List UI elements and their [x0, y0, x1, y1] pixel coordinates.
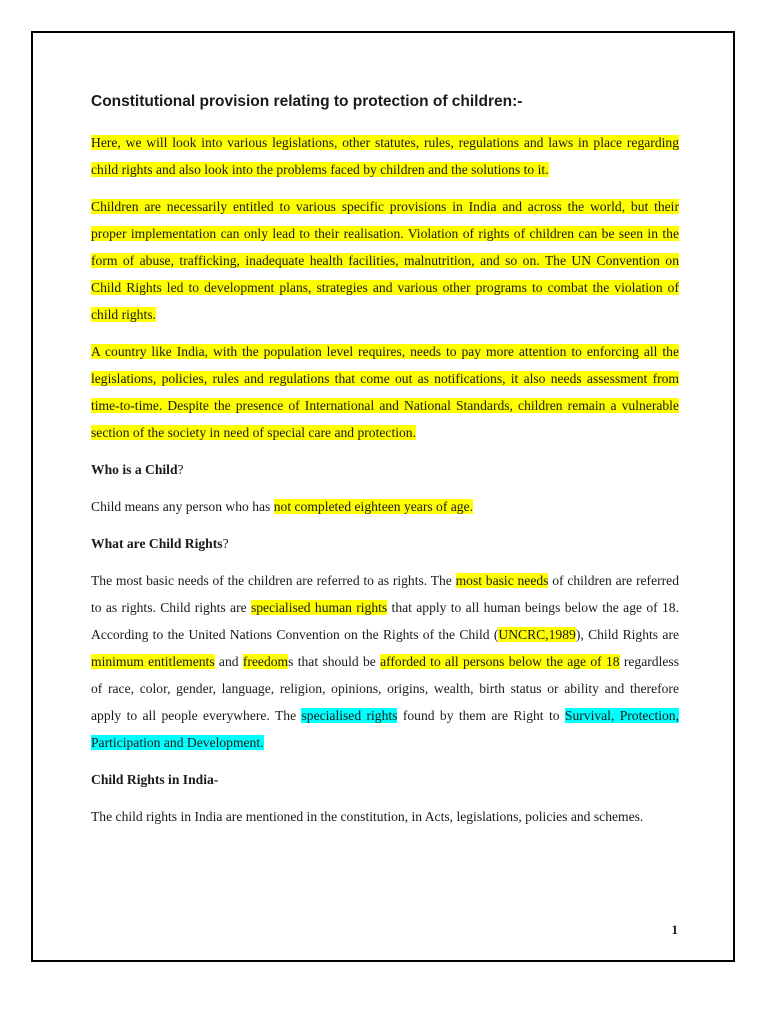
plain-text: s that should be	[288, 654, 381, 669]
heading-punctuation: ?	[222, 536, 229, 551]
plain-text: that apply to all human beings below the age of 18. According to the United Nations Convention on the Rights of the Child (	[91, 600, 679, 642]
page-number: 1	[671, 922, 678, 937]
paragraph-child-rights	[91, 567, 679, 756]
heading-punctuation: ?	[177, 462, 184, 477]
plain-text: of children are referred to as rights. Child rights are	[91, 573, 679, 615]
plain-text: The most basic needs of the children are referred to as rights. The	[91, 573, 456, 588]
document-body	[91, 93, 679, 840]
plain-text: and	[214, 654, 243, 669]
paragraph-child-rights-india: The child rights in India are mentioned in the constitution, in Acts, legislations, policies and schemes.	[91, 809, 644, 824]
document-page	[31, 31, 735, 962]
highlighted-text: A country like India, with the population level requires, needs to pay more attention to enforcing all the legislations, policies, rules and regulations that come out as notifications, it also needs assessment from time-to-time. Despite the presence of International and National Standards, children remain a vulnerable section of the society in need of special care and protection.	[91, 344, 679, 440]
cyan-highlighted-text: specialised rights	[301, 708, 398, 723]
highlighted-text: not completed eighteen years of age.	[273, 499, 474, 514]
highlighted-text: freedom	[242, 654, 289, 669]
heading-text: Who is a Child	[91, 462, 178, 477]
paragraph-india-population	[91, 338, 679, 446]
plain-text: ), Child Rights are	[575, 627, 680, 642]
highlighted-text: afforded to all persons below the age of 18	[380, 654, 620, 669]
paragraph-intro	[91, 129, 679, 183]
plain-text: found by them are Right to	[397, 708, 565, 723]
highlighted-text: UNCRC,1989	[498, 627, 576, 642]
highlighted-text: minimum entitlements	[91, 654, 215, 669]
paragraph-child-definition	[91, 493, 679, 520]
document-title: Constitutional provision relating to protection of children:-	[91, 93, 523, 110]
highlighted-text: Children are necessarily entitled to various specific provisions in India and across the world, but their proper implementation can only lead to their realisation. Violation of rights of children can be seen in the form of abuse, trafficking, inadequate health facilities, malnutrition, and so on. The UN Convention on Child Rights led to development plans, strategies and various other programs to combat the violation of child rights.	[91, 199, 679, 322]
heading-child-rights	[91, 530, 679, 557]
highlighted-text: Here, we will look into various legislations, other statutes, rules, regulations and laws in place regarding child rights and also look into the problems faced by children and the solutions to it.	[91, 135, 679, 177]
plain-text: regardless of race, color, gender, language, religion, opinions, origins, wealth, birth status or ability and therefore apply to all people everywhere. The	[91, 654, 679, 723]
highlighted-text: most basic needs	[455, 573, 549, 588]
heading-child-rights-india: Child Rights in India-	[91, 772, 219, 787]
cyan-highlighted-text: Survival, Protection, Participation and Development.	[91, 708, 679, 750]
heading-who-is-child	[91, 456, 679, 483]
paragraph-entitlements	[91, 193, 679, 328]
heading-text: What are Child Rights	[91, 536, 223, 551]
plain-text: Child means any person who has	[91, 499, 274, 514]
highlighted-text: specialised human rights	[250, 600, 388, 615]
